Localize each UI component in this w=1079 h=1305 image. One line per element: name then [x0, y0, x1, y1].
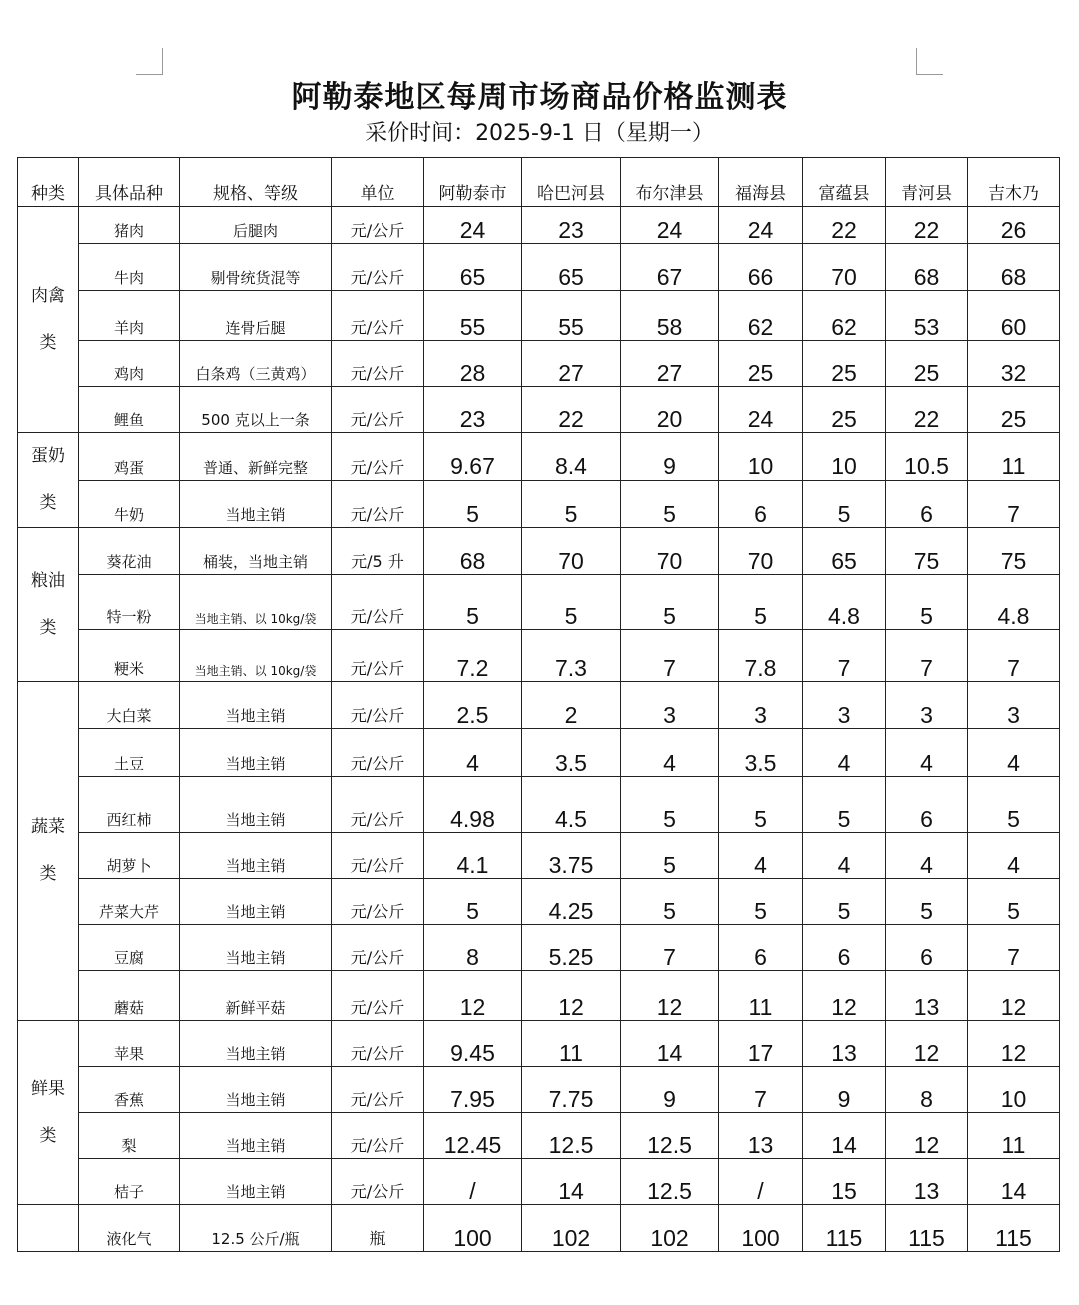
page-title: 阿勒泰地区每周市场商品价格监测表: [291, 80, 788, 115]
spec-cell: 当地主销: [180, 1021, 332, 1067]
table-row: [18, 1067, 1060, 1113]
price-cell: 11: [968, 433, 1060, 481]
price-cell: 26: [968, 207, 1060, 244]
price-cell: 24: [719, 207, 803, 244]
unit-cell: 元/公斤: [332, 777, 424, 833]
item-cell: 鲤鱼: [79, 387, 180, 433]
price-cell: 7.3: [522, 630, 621, 682]
spec-cell: 后腿肉: [180, 207, 332, 244]
table-row: [18, 207, 1060, 244]
price-cell: 13: [719, 1113, 803, 1159]
unit-cell: 元/公斤: [332, 682, 424, 729]
price-cell: 66: [719, 244, 803, 291]
price-cell: 7: [886, 630, 968, 682]
price-cell: 25: [803, 387, 886, 433]
category-cell: 蛋奶 类: [18, 433, 79, 528]
price-cell: 12.5: [621, 1113, 719, 1159]
spec-cell: 新鲜平菇: [180, 971, 332, 1021]
header-cell: 青河县: [886, 158, 968, 207]
price-cell: 70: [621, 528, 719, 575]
header-cell: 富蕴县: [803, 158, 886, 207]
price-cell: 115: [968, 1205, 1060, 1252]
price-cell: 3: [968, 682, 1060, 729]
price-cell: 4.5: [522, 777, 621, 833]
price-cell: 12: [522, 971, 621, 1021]
item-cell: 液化气: [79, 1205, 180, 1252]
item-cell: 土豆: [79, 729, 180, 777]
price-cell: 70: [803, 244, 886, 291]
category-cell: [18, 1205, 79, 1252]
spec-cell: 当地主销: [180, 682, 332, 729]
spec-cell: 连骨后腿: [180, 291, 332, 341]
price-cell: 3: [886, 682, 968, 729]
price-cell: 5: [803, 480, 886, 528]
price-cell: 4.8: [968, 575, 1060, 630]
price-cell: 5: [803, 777, 886, 833]
price-cell: 5: [522, 480, 621, 528]
item-cell: 桔子: [79, 1159, 180, 1205]
price-cell: 62: [803, 291, 886, 341]
item-cell: 蘑菇: [79, 971, 180, 1021]
table-row: [18, 729, 1060, 777]
price-cell: 6: [886, 777, 968, 833]
price-cell: 4: [968, 729, 1060, 777]
price-cell: 3.5: [522, 729, 621, 777]
price-cell: 65: [803, 528, 886, 575]
spec-cell: 当地主销: [180, 879, 332, 925]
category-cell: 蔬菜 类: [18, 682, 79, 1021]
price-cell: 22: [522, 387, 621, 433]
price-cell: 6: [886, 925, 968, 971]
item-cell: 香蕉: [79, 1067, 180, 1113]
price-cell: 65: [424, 244, 522, 291]
price-cell: 24: [719, 387, 803, 433]
table-row: [18, 1021, 1060, 1067]
price-cell: 9: [803, 1067, 886, 1113]
item-cell: 西红柿: [79, 777, 180, 833]
table-row: [18, 971, 1060, 1021]
item-cell: 大白菜: [79, 682, 180, 729]
item-cell: 葵花油: [79, 528, 180, 575]
price-cell: 4: [886, 729, 968, 777]
price-cell: 6: [719, 925, 803, 971]
category-cell: 鲜果 类: [18, 1021, 79, 1205]
header-cell: 规格、等级: [180, 158, 332, 207]
price-cell: 13: [803, 1021, 886, 1067]
price-cell: 3: [719, 682, 803, 729]
price-cell: 7: [621, 630, 719, 682]
table-row: [18, 528, 1060, 575]
price-cell: 102: [522, 1205, 621, 1252]
price-cell: 4.1: [424, 833, 522, 879]
price-cell: 9.45: [424, 1021, 522, 1067]
price-cell: 5: [424, 480, 522, 528]
price-cell: 100: [719, 1205, 803, 1252]
price-cell: 22: [886, 387, 968, 433]
price-cell: 24: [424, 207, 522, 244]
spec-cell: 普通、新鲜完整: [180, 433, 332, 481]
price-cell: 7.95: [424, 1067, 522, 1113]
price-cell: 5: [424, 879, 522, 925]
price-cell: 4.98: [424, 777, 522, 833]
price-cell: 7: [968, 480, 1060, 528]
table-row: [18, 925, 1060, 971]
price-cell: 13: [886, 971, 968, 1021]
price-cell: 10: [968, 1067, 1060, 1113]
table-row: [18, 682, 1060, 729]
price-cell: 7: [968, 630, 1060, 682]
price-cell: 62: [719, 291, 803, 341]
price-cell: 12: [803, 971, 886, 1021]
spec-cell: 当地主销: [180, 1067, 332, 1113]
price-cell: 5: [719, 575, 803, 630]
price-cell: 12: [424, 971, 522, 1021]
price-cell: 32: [968, 341, 1060, 387]
unit-cell: 元/公斤: [332, 879, 424, 925]
price-cell: 4: [621, 729, 719, 777]
item-cell: 梨: [79, 1113, 180, 1159]
price-cell: 23: [522, 207, 621, 244]
price-cell: 5: [621, 480, 719, 528]
price-cell: 20: [621, 387, 719, 433]
price-cell: 2.5: [424, 682, 522, 729]
price-cell: 5: [621, 777, 719, 833]
price-cell: 5: [886, 575, 968, 630]
spec-cell: 桶装，当地主销: [180, 528, 332, 575]
spec-cell: 当地主销: [180, 1159, 332, 1205]
price-cell: 4: [803, 729, 886, 777]
price-cell: 75: [886, 528, 968, 575]
header-cell: 阿勒泰市: [424, 158, 522, 207]
price-table: [17, 157, 1060, 1252]
price-cell: 75: [968, 528, 1060, 575]
price-cell: 102: [621, 1205, 719, 1252]
price-cell: 6: [803, 925, 886, 971]
price-cell: 65: [522, 244, 621, 291]
price-cell: 23: [424, 387, 522, 433]
item-cell: 苹果: [79, 1021, 180, 1067]
table-row: [18, 480, 1060, 528]
price-cell: 67: [621, 244, 719, 291]
unit-cell: 元/公斤: [332, 387, 424, 433]
table-row: [18, 244, 1060, 291]
spec-cell: 当地主销、以 10kg/袋: [180, 575, 332, 630]
price-cell: 8: [424, 925, 522, 971]
price-cell: 8.4: [522, 433, 621, 481]
price-cell: 4: [803, 833, 886, 879]
price-cell: 7.75: [522, 1067, 621, 1113]
price-cell: 4: [886, 833, 968, 879]
price-cell: 5: [522, 575, 621, 630]
price-cell: 7.2: [424, 630, 522, 682]
price-cell: 12.5: [522, 1113, 621, 1159]
table-row: [18, 777, 1060, 833]
price-cell: 27: [522, 341, 621, 387]
price-cell: 12: [886, 1021, 968, 1067]
price-cell: 25: [968, 387, 1060, 433]
price-cell: 9: [621, 433, 719, 481]
unit-cell: 元/公斤: [332, 207, 424, 244]
header-cell: 种类: [18, 158, 79, 207]
item-cell: 鸡肉: [79, 341, 180, 387]
price-cell: 14: [803, 1113, 886, 1159]
spec-cell: 当地主销: [180, 729, 332, 777]
page-corner-mark-right: [916, 48, 943, 75]
table-row: [18, 833, 1060, 879]
price-cell: 15: [803, 1159, 886, 1205]
unit-cell: 元/公斤: [332, 833, 424, 879]
item-cell: 鸡蛋: [79, 433, 180, 481]
item-cell: 芹菜大芹: [79, 879, 180, 925]
price-cell: 12: [968, 971, 1060, 1021]
price-cell: 7: [803, 630, 886, 682]
price-cell: 12: [968, 1021, 1060, 1067]
header-cell: 布尔津县: [621, 158, 719, 207]
price-cell: 3.5: [719, 729, 803, 777]
price-cell: 3: [803, 682, 886, 729]
price-cell: 115: [886, 1205, 968, 1252]
table-row: [18, 291, 1060, 341]
price-cell: 4: [424, 729, 522, 777]
unit-cell: 元/公斤: [332, 480, 424, 528]
table-row: [18, 630, 1060, 682]
price-cell: 9.67: [424, 433, 522, 481]
spec-cell: 12.5 公斤/瓶: [180, 1205, 332, 1252]
page-subtitle: 采价时间：2025-9-1 日（星期一）: [365, 121, 714, 146]
unit-cell: 元/公斤: [332, 341, 424, 387]
spec-cell: 当地主销: [180, 480, 332, 528]
price-cell: 25: [803, 341, 886, 387]
price-cell: 12.5: [621, 1159, 719, 1205]
price-cell: 5: [719, 879, 803, 925]
price-cell: 28: [424, 341, 522, 387]
table-row: [18, 575, 1060, 630]
item-cell: 牛奶: [79, 480, 180, 528]
price-cell: 4: [719, 833, 803, 879]
price-cell: 12.45: [424, 1113, 522, 1159]
price-cell: 5: [719, 777, 803, 833]
item-cell: 羊肉: [79, 291, 180, 341]
header-cell: 哈巴河县: [522, 158, 621, 207]
price-cell: 14: [621, 1021, 719, 1067]
table-body: [18, 207, 1060, 1252]
unit-cell: 元/公斤: [332, 729, 424, 777]
price-cell: 8: [886, 1067, 968, 1113]
header-cell: 福海县: [719, 158, 803, 207]
price-cell: 10.5: [886, 433, 968, 481]
price-cell: 12: [621, 971, 719, 1021]
price-cell: 27: [621, 341, 719, 387]
price-cell: 7: [621, 925, 719, 971]
spec-cell: 500 克以上一条: [180, 387, 332, 433]
table-row: [18, 1113, 1060, 1159]
price-cell: 5: [621, 833, 719, 879]
price-cell: 14: [968, 1159, 1060, 1205]
unit-cell: 元/公斤: [332, 575, 424, 630]
price-cell: 6: [719, 480, 803, 528]
table-row: [18, 387, 1060, 433]
unit-cell: 元/5 升: [332, 528, 424, 575]
spec-cell: 当地主销: [180, 925, 332, 971]
header-cell: 吉木乃: [968, 158, 1060, 207]
price-cell: 3: [621, 682, 719, 729]
table-row: [18, 433, 1060, 481]
price-cell: 5: [968, 879, 1060, 925]
price-cell: 22: [803, 207, 886, 244]
price-cell: 6: [886, 480, 968, 528]
item-cell: 胡萝卜: [79, 833, 180, 879]
category-cell: 肉禽 类: [18, 207, 79, 433]
spec-cell: 当地主销: [180, 777, 332, 833]
price-cell: 70: [719, 528, 803, 575]
unit-cell: 元/公斤: [332, 1067, 424, 1113]
price-cell: 11: [968, 1113, 1060, 1159]
unit-cell: 元/公斤: [332, 291, 424, 341]
header-cell: 具体品种: [79, 158, 180, 207]
price-cell: 58: [621, 291, 719, 341]
price-cell: 7: [719, 1067, 803, 1113]
price-cell: /: [424, 1159, 522, 1205]
price-cell: 12: [886, 1113, 968, 1159]
price-cell: 70: [522, 528, 621, 575]
price-cell: 9: [621, 1067, 719, 1113]
table-row: [18, 1205, 1060, 1252]
unit-cell: 瓶: [332, 1205, 424, 1252]
price-cell: 55: [424, 291, 522, 341]
item-cell: 猪肉: [79, 207, 180, 244]
price-cell: 4.25: [522, 879, 621, 925]
price-cell: 7: [968, 925, 1060, 971]
price-cell: 13: [886, 1159, 968, 1205]
table-row: [18, 1159, 1060, 1205]
price-cell: /: [719, 1159, 803, 1205]
price-cell: 60: [968, 291, 1060, 341]
spec-cell: 白条鸡（三黄鸡）: [180, 341, 332, 387]
price-cell: 11: [522, 1021, 621, 1067]
item-cell: 粳米: [79, 630, 180, 682]
price-cell: 2: [522, 682, 621, 729]
item-cell: 特一粉: [79, 575, 180, 630]
unit-cell: 元/公斤: [332, 1021, 424, 1067]
price-cell: 4.8: [803, 575, 886, 630]
price-cell: 22: [886, 207, 968, 244]
table-row: [18, 341, 1060, 387]
category-cell: 粮油 类: [18, 528, 79, 682]
price-cell: 68: [968, 244, 1060, 291]
spec-cell: 当地主销、以 10kg/袋: [180, 630, 332, 682]
price-cell: 68: [424, 528, 522, 575]
table-row: [18, 879, 1060, 925]
item-cell: 牛肉: [79, 244, 180, 291]
price-cell: 5: [424, 575, 522, 630]
price-cell: 4: [968, 833, 1060, 879]
item-cell: 豆腐: [79, 925, 180, 971]
price-cell: 5.25: [522, 925, 621, 971]
price-cell: 11: [719, 971, 803, 1021]
price-cell: 68: [886, 244, 968, 291]
price-cell: 5: [968, 777, 1060, 833]
unit-cell: 元/公斤: [332, 1113, 424, 1159]
price-cell: 115: [803, 1205, 886, 1252]
price-cell: 100: [424, 1205, 522, 1252]
page-corner-mark-left: [136, 48, 163, 75]
price-cell: 7.8: [719, 630, 803, 682]
price-cell: 5: [886, 879, 968, 925]
price-cell: 5: [803, 879, 886, 925]
price-cell: 53: [886, 291, 968, 341]
price-cell: 3.75: [522, 833, 621, 879]
unit-cell: 元/公斤: [332, 925, 424, 971]
price-cell: 5: [621, 575, 719, 630]
price-cell: 17: [719, 1021, 803, 1067]
unit-cell: 元/公斤: [332, 630, 424, 682]
spec-cell: 当地主销: [180, 1113, 332, 1159]
price-cell: 10: [803, 433, 886, 481]
price-cell: 55: [522, 291, 621, 341]
header-row: [18, 158, 1060, 207]
header-cell: 单位: [332, 158, 424, 207]
price-cell: 14: [522, 1159, 621, 1205]
price-cell: 25: [886, 341, 968, 387]
price-cell: 24: [621, 207, 719, 244]
spec-cell: 当地主销: [180, 833, 332, 879]
unit-cell: 元/公斤: [332, 971, 424, 1021]
price-cell: 10: [719, 433, 803, 481]
price-cell: 25: [719, 341, 803, 387]
unit-cell: 元/公斤: [332, 433, 424, 481]
price-cell: 5: [621, 879, 719, 925]
spec-cell: 剔骨统货混等: [180, 244, 332, 291]
unit-cell: 元/公斤: [332, 244, 424, 291]
unit-cell: 元/公斤: [332, 1159, 424, 1205]
